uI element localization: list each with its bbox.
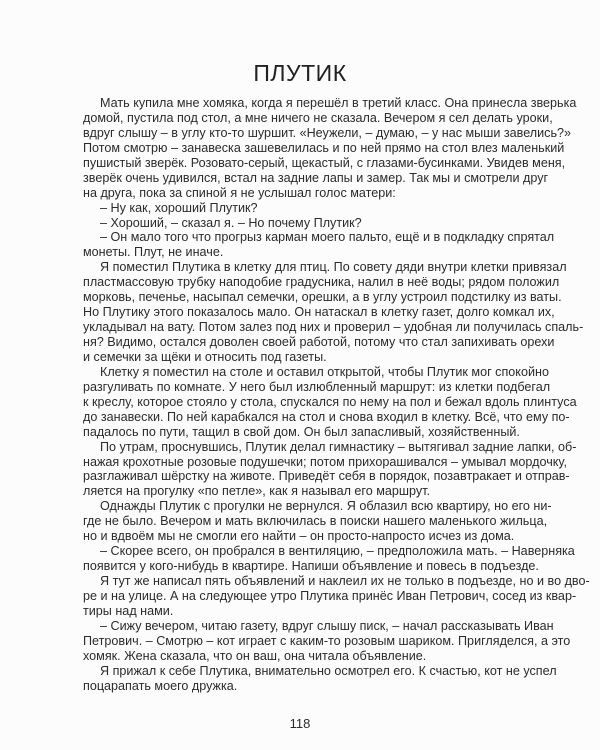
text-line: ляется на прогулку «по петле», как я называл его маршрут. <box>83 484 431 499</box>
text-line: до занавески. По ней карабкался на стол и снова входил в клетку. Всё, что ему по- <box>83 409 570 424</box>
text-line: монеты. Плут, не иначе. <box>83 245 224 260</box>
text-line: хомяк. Жена сказала, что он ваш, она читала объявление. <box>83 648 427 663</box>
text-line: но и вдвоём мы не смогли его найти – он просто-напросто исчез из дома. <box>83 529 515 544</box>
text-line: Я тут же написал пять объявлений и наклеил их не только в подъезде, но и во дво- <box>100 574 590 588</box>
text-line: Потом смотрю – занавеска зашевелилась и по ней прямо на стол влез маленький <box>83 140 565 155</box>
text-line: пушистый зверёк. Розовато-серый, щекастый, с глазами-бусинками. Увидев меня, <box>83 155 566 170</box>
text-line: Я прижал к себе Плутика, внимательно осмотрел его. К счастью, кот не успел <box>100 663 557 678</box>
text-line: ре и на улице. А на следующее утро Плутика принёс Иван Петрович, сосед из квар- <box>83 588 577 603</box>
text-line: ня? Видимо, остался доволен своей работой, потому что стал запихивать орехи <box>83 335 555 349</box>
text-line: тиры над нами. <box>83 603 174 618</box>
text-line: и семечки за щёки и относить под газеты. <box>83 349 327 364</box>
text-line: разглаживал шёрстку на животе. Приведёт себя в порядок, позавтракает и отправ- <box>83 469 570 484</box>
text-line: Но Плутику этого показалось мало. Он натаскал в клетку газет, долго комкал их, <box>83 305 555 320</box>
text-line: укладывал на вату. Потом залез под них и проверил – удобная ли получилась спаль- <box>83 320 584 335</box>
text-line: – Скорее всего, он пробрался в вентиляцию, – предположила мать. – Наверняка <box>100 544 575 559</box>
paragraph <box>83 544 575 574</box>
text-line: – Ну как, хороший Плутик? <box>100 200 258 215</box>
text-line: По утрам, проснувшись, Плутик делал гимнастику – вытягивал задние лапки, об- <box>100 439 577 454</box>
paragraph <box>83 574 590 619</box>
paragraph <box>83 439 577 500</box>
text-line: морковь, печенье, насыпал семечки, орешки, а в углу устроил подстилку из ваты. <box>83 290 562 305</box>
text-line: – Сижу вечером, читаю газету, вдруг слышу писк, – начал рассказывать Иван <box>100 618 554 633</box>
text-line: Я поместил Плутика в клетку для птиц. По совету дяди внутри клетки привязал <box>100 260 567 275</box>
text-line: Петрович. – Смотрю – кот играет с каким-то розовым шариком. Пригляделся, а это <box>83 633 571 648</box>
text-line: Однажды Плутик с прогулки не вернулся. Я облазил всю квартиру, но его ни- <box>100 499 552 514</box>
story-text <box>83 96 590 694</box>
text-line: появится у кого-нибудь в квартире. Напиши объявление и повесь в подъезде. <box>83 559 539 574</box>
text-line: Мать купила мне хомяка, когда я перешёл в третий класс. Она принесла зверька <box>100 96 577 110</box>
paragraph <box>83 663 557 694</box>
paragraph <box>83 96 577 201</box>
text-line: – Он мало того что прогрыз карман моего пальто, ещё и в подкладку спрятал <box>100 230 555 245</box>
page-title: ПЛУТИК <box>253 60 347 86</box>
paragraph <box>83 230 555 260</box>
text-line: Клетку я поместил на столе и оставил открытой, чтобы Плутик мог спокойно <box>100 364 549 379</box>
paragraph <box>83 201 523 216</box>
text-line: вдруг слышу – в углу кто-то шуршит. «Неужели, – думаю, – у нас мыши завелись?» <box>83 125 572 140</box>
text-line: поцарапать моего дружка. <box>83 678 238 693</box>
text-line: пластмассовую трубку наподобие градусника, налил в неё воды; рядом положил <box>83 275 560 290</box>
text-line: – Хороший, – сказал я. – Но почему Плутик? <box>100 215 362 230</box>
paragraph <box>83 260 584 365</box>
text-line: на друга, пока за спиной я не услышал голос матери: <box>83 185 396 200</box>
paragraph <box>83 499 552 544</box>
text-line: падалось по пути, тащил в свой дом. Он был запасливый, хозяйственный. <box>83 424 520 439</box>
paragraph <box>83 618 571 664</box>
text-line: разгуливать по комнате. У него был излюбленный маршрут: из клетки подбегал <box>83 379 551 394</box>
text-line: зверёк очень удивился, встал на задние лапы и замер. Так мы и смотрели друг <box>83 170 549 185</box>
text-line: нажая крохотные розовые подушечки; потом прихорашивался – умывал мордочку, <box>83 454 567 469</box>
paragraph <box>83 364 577 440</box>
text-line: домой, пустила под стол, а мне ничего не сказала. Вечером я сел делать уроки, <box>83 110 553 125</box>
page-number: 118 <box>289 716 311 731</box>
text-line: где не было. Вечером и мать включилась в поиски нашего маленького жильца, <box>83 514 548 529</box>
paragraph <box>83 216 523 231</box>
text-line: к креслу, которое стояло у стола, спускался по нему на пол и бежал вдоль плинтуса <box>83 394 577 409</box>
